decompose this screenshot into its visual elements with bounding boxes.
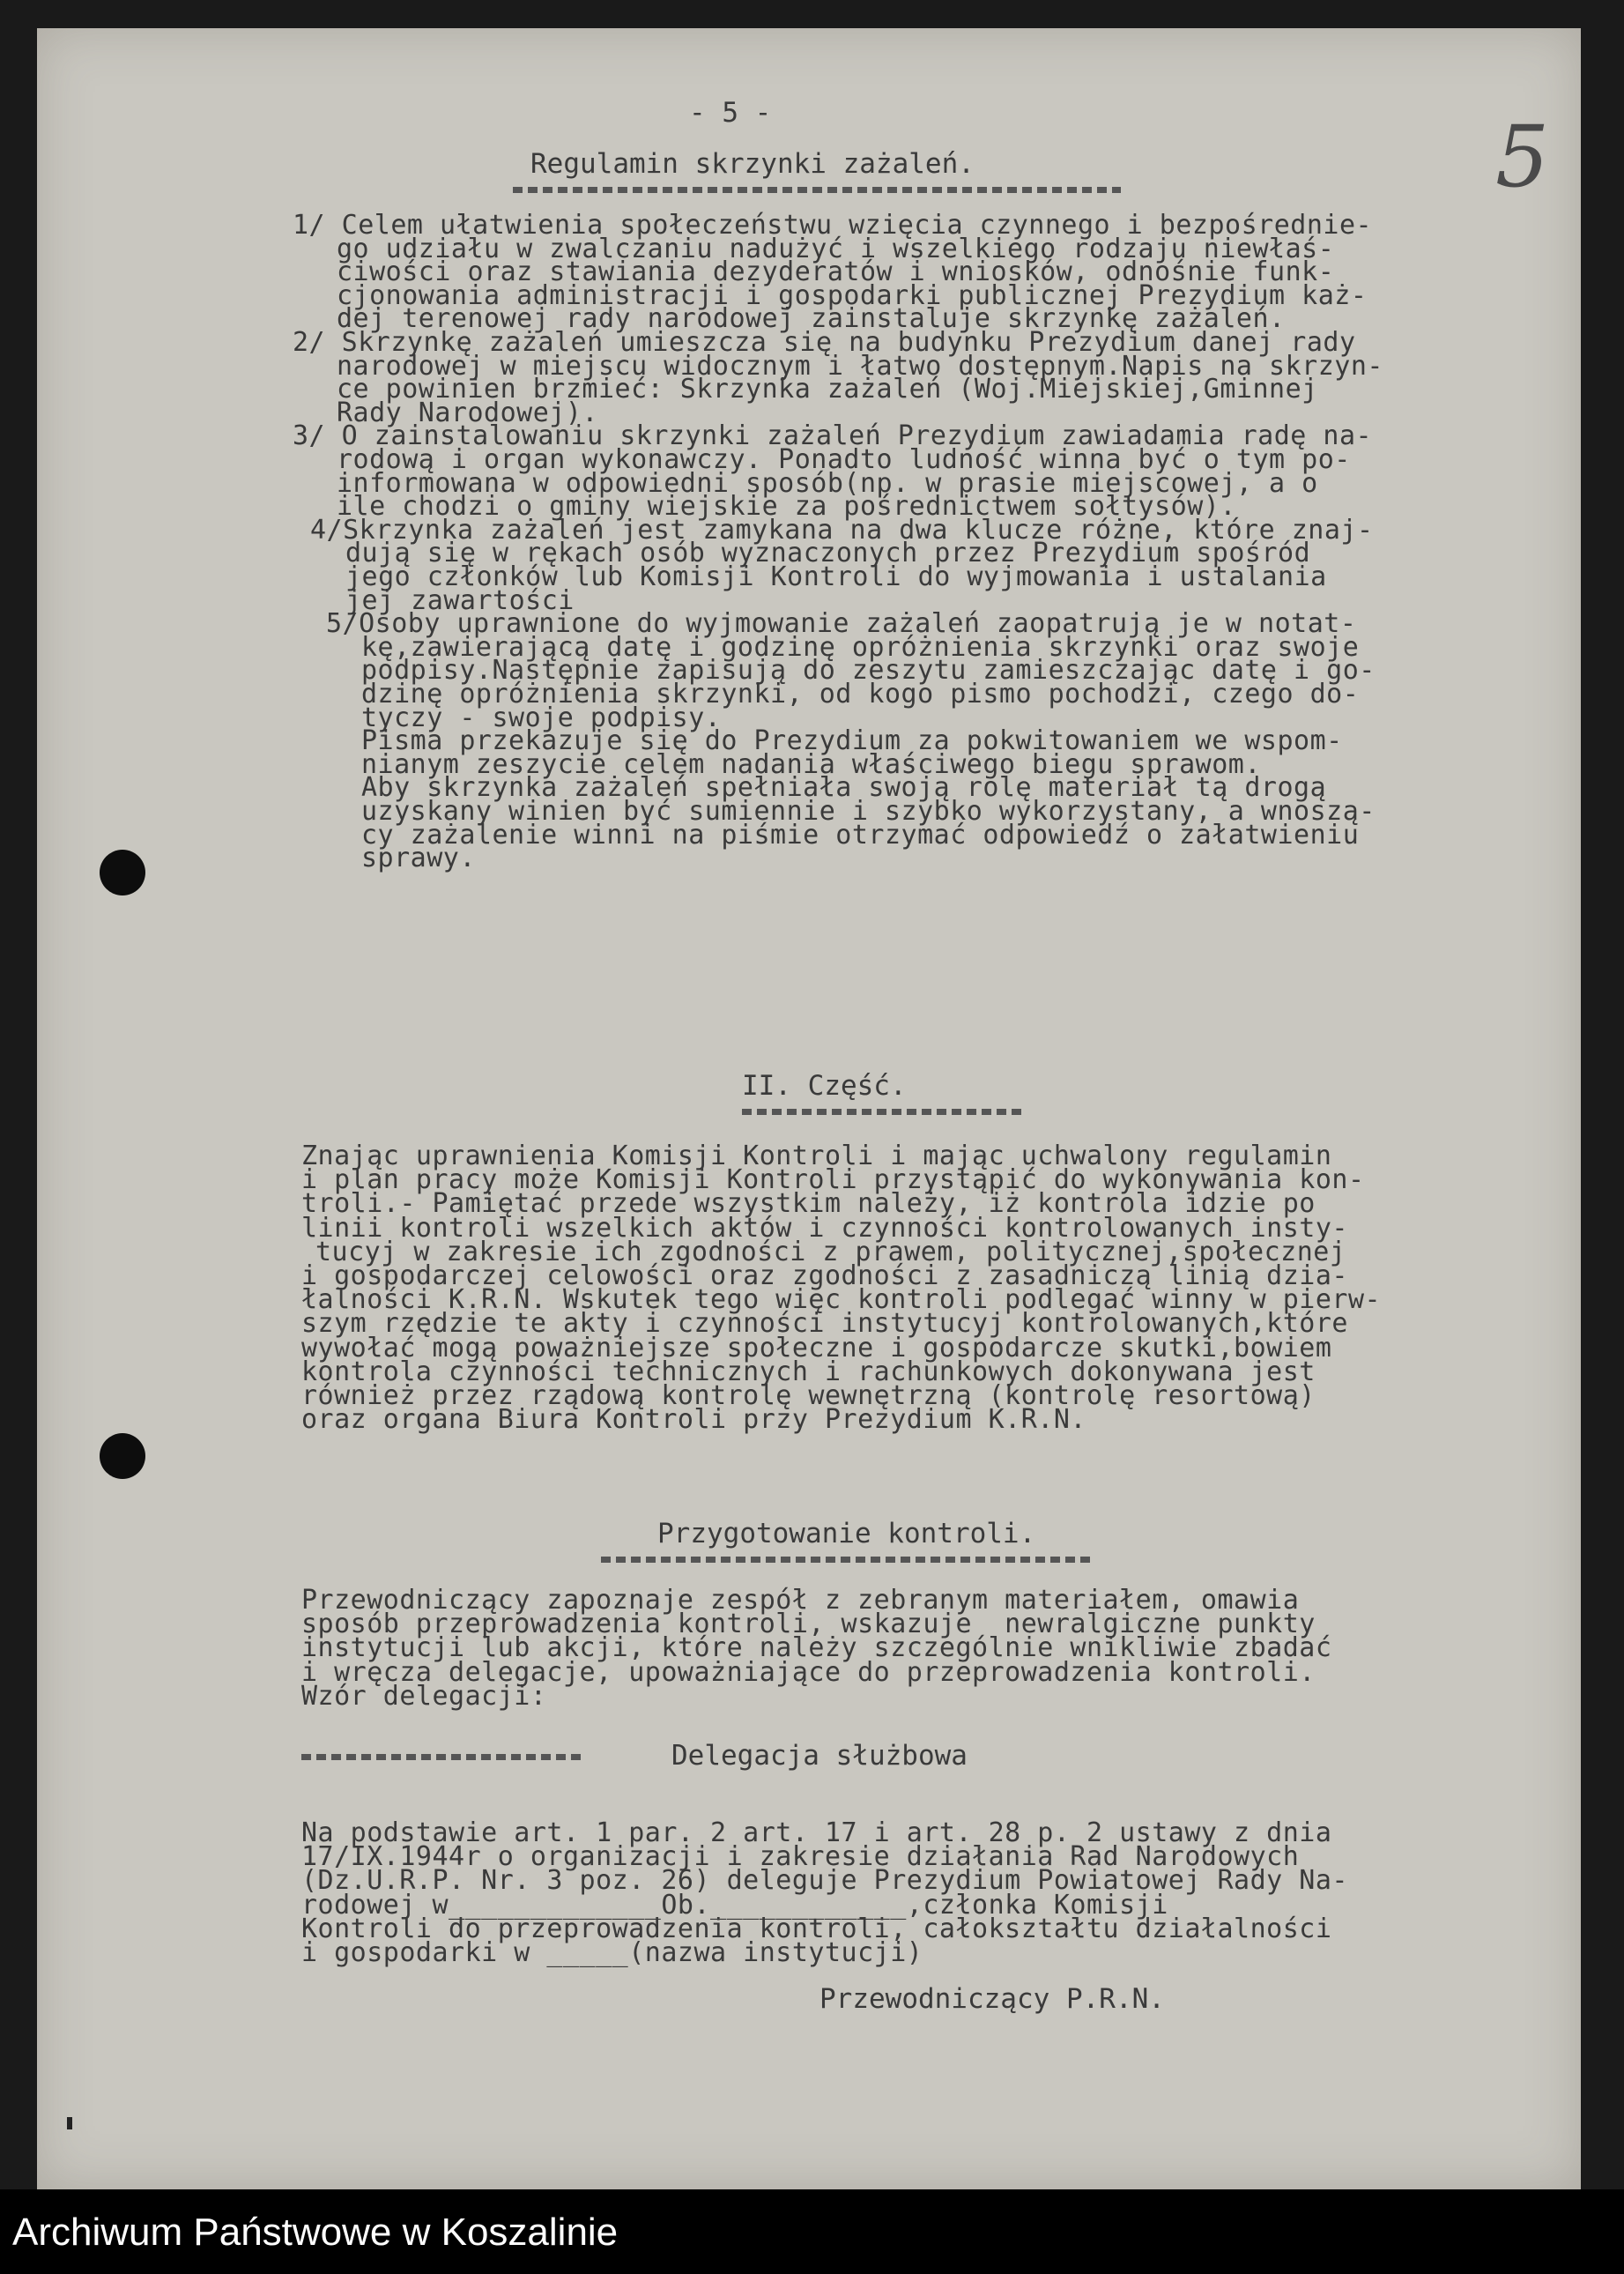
text-line: rodowej w_____________Ob.____________,członka Komisji [301,1890,1168,1921]
text-line: szym rzędzie te akty i czynności instytucyj kontrolowanych,które [301,1308,1348,1339]
text-line: Przewodniczący zapoznaje zespół z zebranym materiałem, omawia [301,1585,1300,1616]
section-3-title: Przygotowanie kontroli. [657,1518,1036,1549]
archive-footer [0,2189,1624,2274]
text-line: i plan pracy może Komisji Kontroli przystąpić do wykonywania kon- [301,1164,1365,1195]
text-line: (Dz.U.R.P. Nr. 3 poz. 26) deleguje Prezydium Powiatowej Rady Na- [301,1865,1348,1896]
text-line: łalności K.R.N. Wskutek tego więc kontroli podlegać winny w pierw- [301,1284,1382,1315]
text-line: ile chodzi o gminy wiejskie za pośrednictwem sołtysów). [337,491,1236,522]
text-line: podpisy.Następnie zapisują do zeszytu zamieszczając datę i go- [361,655,1376,686]
text-line: 17/IX.1944r o organizacji i zakresie działania Rad Narodowych [301,1841,1300,1872]
text-line: jej zawartości [345,585,575,616]
text-line: i gospodarczej celowości oraz zgodności z zasadniczą linią dzia- [301,1260,1348,1291]
text-line: sprawy. [361,843,476,873]
text-line: kę,zawierającą datę i godzinę opróżnienia skrzynki oraz swoje [361,632,1360,663]
text-line: 5/Osoby uprawnione do wyjmowanie zażaleń zaopatrują je w notat- [326,608,1357,639]
text-line: Znając uprawnienia Komisji Kontroli i mając uchwalony regulamin [301,1141,1332,1171]
text-line: oraz organa Biura Kontroli przy Prezydium K.R.N. [301,1404,1086,1435]
text-line: Na podstawie art. 1 par. 2 art. 17 i art. 28 p. 2 ustawy z dnia [301,1817,1332,1848]
text-line: 2/ Skrzynkę zażaleń umieszcza się na budynku Prezydium danej rady [293,327,1356,358]
delegation-left-rule [301,1754,583,1760]
text-line: narodowej w miejscu widocznym i łatwo dostępnym.Napis na skrzyn- [337,351,1383,382]
text-line: tyczy - swoje podpisy. [361,702,722,733]
section-2-title: II. Część. [742,1070,907,1102]
text-line: również przez rządową kontrolę wewnętrzną (kontrolę resortową) [301,1380,1316,1411]
text-line: i wręcza delegacje, upoważniające do przeprowadzenia kontroli. [301,1657,1316,1688]
text-line: jego członków lub Komisji Kontroli do wyjmowania i ustalania [345,561,1327,592]
text-line: instytucji lub akcji, które należy szczególnie wnikliwie zbadać [301,1632,1332,1663]
document-title: Regulamin skrzynki zażaleń. [530,148,975,180]
text-line: ce powinien brzmieć: Skrzynka zażaleń (Woj.Miejskiej,Gminnej [337,374,1318,405]
text-line: wywołać mogą poważniejsze społeczne i gospodarcze skutki,bowiem [301,1333,1332,1364]
section-4-title: Delegacja służbowa [671,1740,968,1772]
text-line: Rady Narodowej). [337,398,598,428]
text-line: dej terenowej rady narodowej zainstaluje skrzynkę zażaleń. [337,303,1286,334]
text-line: linii kontroli wszelkich aktów i czynności kontrolowanych insty- [301,1213,1348,1244]
text-line: tucyj w zakresie ich zgodności z prawem, politycznej,społecznej [315,1237,1346,1267]
text-line: i gospodarki w _____(nazwa instytucji) [301,1937,923,1968]
text-line: ciwości oraz stawiania dezyderatów i wniosków, odnośnie funk- [337,256,1335,287]
signature-line: Przewodniczący P.R.N. [819,1983,1165,2015]
text-line: go udziału w zwalczaniu nadużyć i wszelkiego rodzaju niewłaś- [337,234,1335,264]
title-underline [513,187,1121,193]
text-line: troli.- Pamiętać przede wszystkim należy, iż kontrola idzie po [301,1188,1316,1219]
section-3-underline [601,1557,1094,1563]
text-line: Kontroli do przeprowadzenia kontroli, całokształtu działalności [301,1914,1332,1944]
text-line: dują się w rękach osób wyznaczonych przez Prezydium spośród [345,538,1311,568]
text-line: kontrola czynności technicznych i rachunkowych dokonywana jest [301,1356,1316,1387]
text-line: 4/Skrzynka zażaleń jest zamykana na dwa klucze różne, które znaj- [310,515,1374,546]
text-line: Pisma przekazuje się do Prezydium za pokwitowaniem we wspom- [361,725,1343,756]
punch-hole-top [100,850,145,895]
punch-hole-bottom [100,1433,145,1479]
text-line: sposób przeprowadzenia kontroli, wskazuje newralgiczne punkty [301,1609,1316,1639]
handwritten-page-number: 5 [1495,108,1550,206]
section-2-underline [742,1109,1024,1115]
text-line: dzinę opróżnienia skrzynki, od kogo pismo pochodzi, czego do- [361,679,1360,710]
text-line: informowana w odpowiedni sposób(np. w prasie miejscowej, a o [337,468,1318,499]
text-line: 3/ O zainstalowaniu skrzynki zażaleń Prezydium zawiadamia radę na- [293,420,1373,451]
page-number: - 5 - [689,97,772,129]
text-line: cy zażalenie winni na piśmie otrzymać odpowiedź o załatwieniu [361,820,1360,851]
text-line: Aby skrzynka zażaleń spełniała swoją rolę materiał tą drogą [361,772,1327,803]
text-line: nianym zeszycie celem nadania właściwego biegu sprawom. [361,749,1261,780]
text-line: Wzór delegacji: [301,1681,547,1712]
text-line: rodową i organ wykonawczy. Ponadto ludność winna być o tym po- [337,444,1351,475]
margin-mark [67,2117,72,2129]
document-page [37,28,1581,2189]
text-line: 1/ Celem ułatwienia społeczeństwu wzięcia czynnego i bezpośrednie- [293,210,1373,241]
text-line: cjonowania administracji i gospodarki publicznej Prezydium każ- [337,280,1368,311]
text-line: uzyskany winien być sumiennie i szybko wykorzystany, a wnoszą- [361,796,1376,827]
archive-name: Archiwum Państwowe w Koszalinie [12,2211,619,2254]
